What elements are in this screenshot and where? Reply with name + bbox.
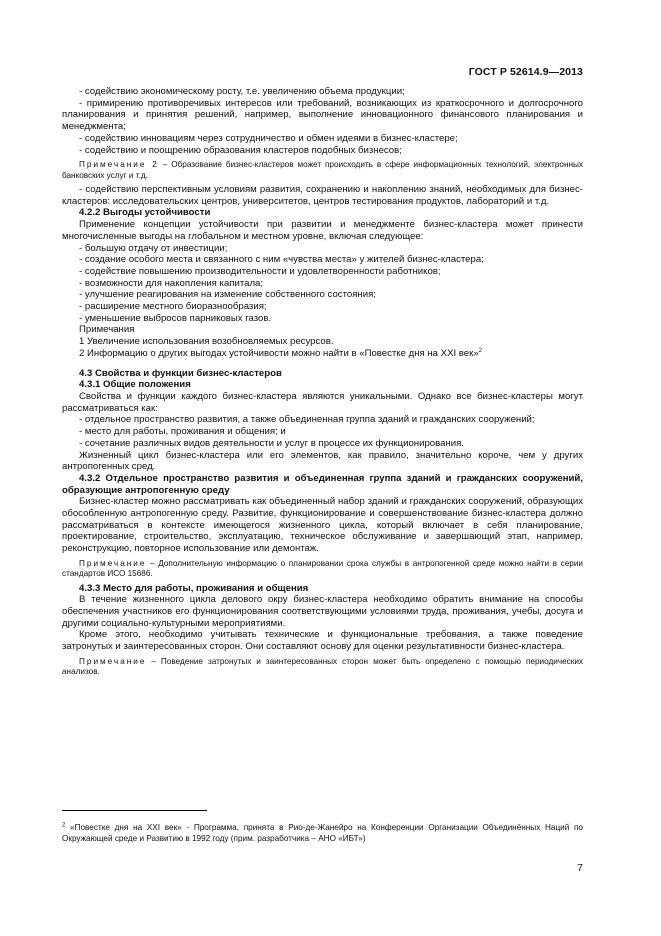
list-item: - уменьшение выбросов парниковых газов.	[79, 312, 272, 324]
note-label: Примечание 2	[79, 160, 159, 170]
paragraph: Бизнес-кластер можно рассматривать как объединенный набор зданий и гражданских сооружений, образующих обособленную антропогенную среду. Развитие, функционирование и совершенствование бизнес-кластера должно рассматриваться в контексте имеющегося жизненного цикла, который включает в себя планирование, проектирование, строительство, эксплуатацию, техническое обслуживание и завершающий этап, например, реконструкцию, повторное использование или демонтаж.	[62, 496, 583, 555]
list-item: - содействие повышению производительности и удовлетворенности работников;	[79, 265, 441, 277]
main-content	[62, 86, 583, 681]
paragraph: Жизненный цикл бизнес-кластера или его элементов, как правило, значительно короче, чем у других антропогенных сред.	[62, 449, 583, 473]
note-text: – Образование бизнес-кластеров может происходить в сфере информационных технологий, электронных банковских услуг и т.д.	[62, 160, 584, 180]
list-item: - содействию экономическому росту, т.е. увеличению объема продукции;	[79, 86, 405, 97]
paragraph: Свойства и функции каждого бизнес-кластера являются уникальными. Однако все бизнес-кластеры могут рассматриваться как:	[62, 390, 583, 414]
section-heading-4-2-2: 4.2.2 Выгоды устойчивости	[79, 207, 211, 219]
list-item: - содействию инновациям через сотрудничество и обмен идеями в бизнес-кластере;	[79, 132, 458, 144]
paragraph: В течение жизненного цикла делового окру бизнес-кластера необходимо обратить внимание на способы обеспечения участников его функционирования соответствующими условиями труда, проживания, учебы, досуга и другими социально-культурными мероприятиями.	[62, 594, 583, 629]
list-item: - большую отдачу от инвестиции;	[79, 242, 228, 254]
note-text: – Дополнительную информацию о планировании срока службы в антропогенной среде можно найти в серии стандартов ИСО 15686.	[62, 558, 583, 579]
section-heading-4-3: 4.3 Свойства и функции бизнес-кластеров	[79, 367, 282, 379]
list-item: - сочетание различных видов деятельности и услуг в процессе их функционирования.	[79, 437, 464, 449]
section-heading-4-3-1: 4.3.1 Общие положения	[79, 379, 191, 391]
footnote	[62, 823, 583, 844]
footnote-marker: 2	[62, 822, 66, 829]
note-text: – Поведение затронутых и заинтересованных сторон может быть определено с помощью периодических анализов.	[62, 656, 583, 677]
paragraph: Применение концепции устойчивости при развитии и менеджменте бизнес-кластера может принести многочисленные выгоды на глобальном и местном уровне, включая следующее:	[62, 219, 583, 242]
section-heading-4-3-2: 4.3.2 Отдельное пространство развития и объединенная группа зданий и гражданских сооружений, образующие антропогенную среду	[62, 472, 583, 496]
footnote-ref[interactable]: 2	[478, 347, 483, 354]
list-item: - создание особого места и связанного с ним «чувства места» у жителей бизнес-кластера;	[79, 254, 484, 266]
paragraph: Кроме этого, необходимо учитывать технические и функциональные требования, а также поведение затронутых и заинтересованных сторон. Они составляют основу для оценки результативности бизнес-кластера.	[62, 629, 583, 653]
list-item: - примирению противоречивых интересов или требований, возникающих из краткосрочного и долгосрочного планирования и принятия решений, например, выполнение инновационного финансового планирования и менеджмента;	[62, 97, 583, 133]
note-item	[62, 348, 583, 360]
list-item: - содействию перспективным условиям развития, сохранению и накоплению знаний, необходимых для бизнес-кластеров: исследовательских центров, университетов, центров тестирования продуктов, лабораторий и т.д.	[62, 184, 583, 207]
footnote-text: «Повестке дня на XXI век» - Программа, принята в Рио-де-Жанейро на Конференции Организации Объединённых Наций по Окружающей среде и Развитию в 1992 году (прим. разработчика – АНО «ИБТ»)	[62, 823, 583, 843]
note-2	[62, 160, 583, 181]
note-4	[62, 657, 583, 678]
list-item: - место для работы, проживания и общения; и	[79, 426, 286, 438]
list-item: - содействию и поощрению образования кластеров подобных бизнесов;	[79, 144, 402, 156]
note-label: Примечание	[79, 558, 147, 568]
note-item: 1 Увеличение использования возобновляемых ресурсов.	[79, 336, 334, 348]
note-item-text: 2 Информацию о других выгодах устойчивости можно найти в «Повестке дня на XXI век»	[79, 347, 479, 359]
notes-title: Примечания	[79, 324, 135, 336]
list-item: - улучшение реагирования на изменение собственного состояния;	[79, 289, 376, 301]
list-item: - возможности для накопления капитала;	[79, 277, 264, 289]
list-item: - расширение местного биоразнообразия;	[79, 301, 267, 313]
list-item: - отдельное пространство развития, а также объединенная группа зданий и гражданских сооружений;	[79, 414, 535, 426]
page-number: 7	[577, 862, 583, 874]
section-heading-4-3-3: 4.3.3 Место для работы, проживания и общения	[79, 582, 309, 594]
footnote-divider	[62, 810, 207, 811]
note-label: Примечание	[79, 656, 147, 666]
note-3	[62, 559, 583, 580]
document-code: ГОСТ Р 52614.9—2013	[468, 66, 583, 78]
